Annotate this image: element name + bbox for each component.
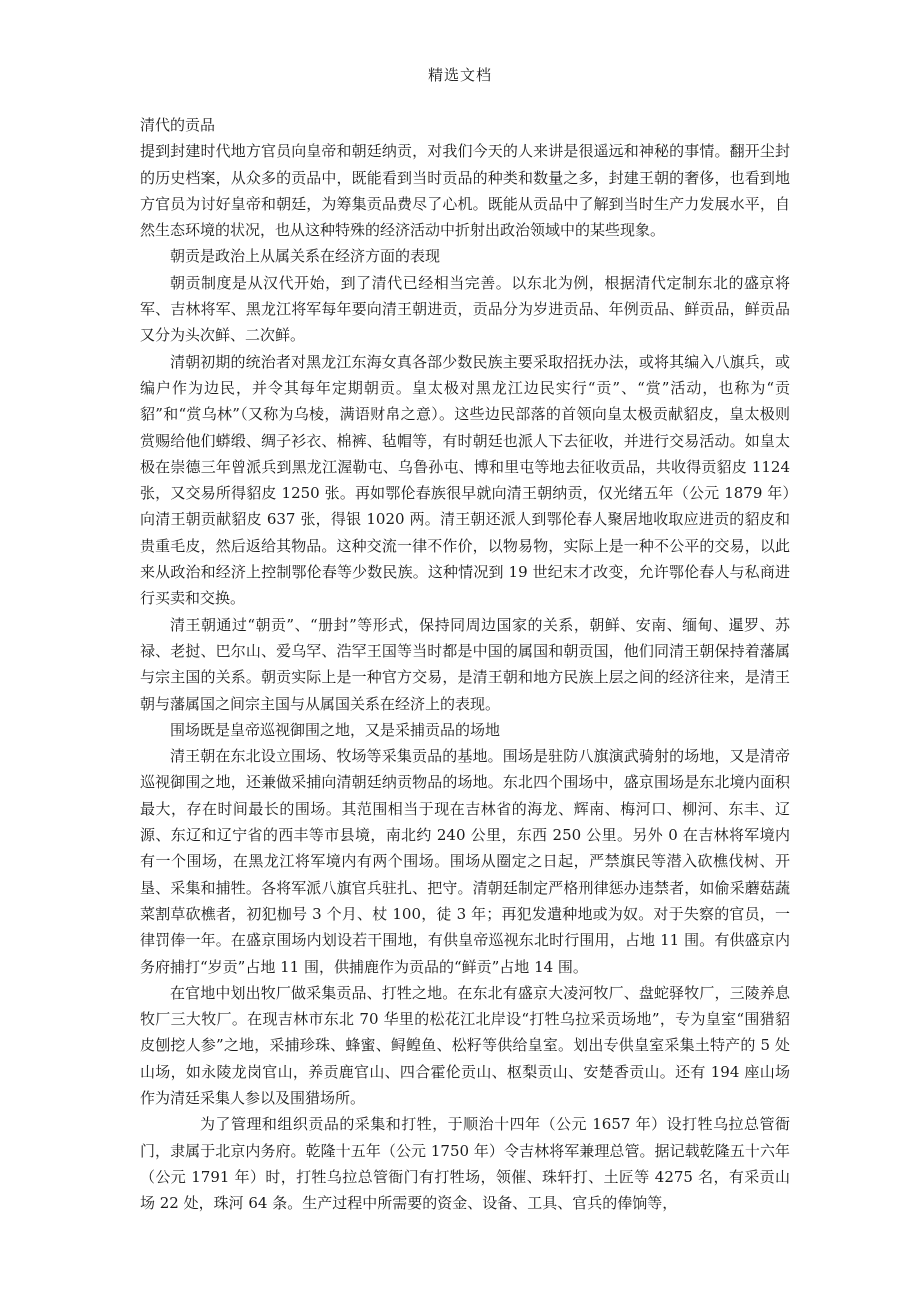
paragraph: 在官地中划出牧厂做采集贡品、打牲之地。在东北有盛京大凌河牧厂、盘蛇驿牧厂，三陵养息牧厂三大牧厂。在现吉林市东北 70 华里的松花江北岸设“打牲乌拉采贡场地”，专为皇室“围猎貂皮刨挖人参”之地，采捕珍珠、蜂蜜、鲟鳇鱼、松籽等供给皇室。划出专供皇室采集土特产的 5 处山场，如永陵龙岗官山，养贡鹿官山、四合霍伦贡山、枢梨贡山、安楚香贡山。还有 194 座山场作为清廷采集人参以及围猎场所。 <box>140 983 790 1107</box>
document-title: 清代的贡品 <box>140 116 216 134</box>
document-body <box>140 112 790 1216</box>
page-header: 精选文档 <box>427 66 492 84</box>
paragraph: 朝贡制度是从汉代开始，到了清代已经相当完善。以东北为例，根据清代定制东北的盛京将军、吉林将军、黑龙江将军每年要向清王朝进贡，贡品分为岁进贡品、年例贡品、鲜贡品，鲜贡品又分为头次鲜、二次鲜。 <box>140 273 790 345</box>
paragraph: 为了管理和组织贡品的采集和打牲，于顺治十四年（公元 1657 年）设打牲乌拉总管衙门，隶属于北京内务府。乾隆十五年（公元 1750 年）令吉林将军兼理总管。据记载乾隆五十六年（公元 1791 年）时，打牲乌拉总管衙门有打牲场，领催、珠轩打、土匠等 4275 名，有采贡山场 22 处，珠河 64 条。生产过程中所需要的资金、设备、工具、官兵的俸饷等， <box>140 1115 790 1213</box>
intro-paragraph: 提到封建时代地方官员向皇帝和朝廷纳贡，对我们今天的人来讲是很遥远和神秘的事情。翻开尘封的历史档案，从众多的贡品中，既能看到当时贡品的种类和数量之多，封建王朝的奢侈，也看到地方官员为讨好皇帝和朝廷，为筹集贡品费尽了心机。既能从贡品中了解到当时生产力发展水平，自然生态环境的状况，也从这种特殊的经济活动中折射出政治领域中的某些现象。 <box>140 142 790 240</box>
section-heading-tribute-politics: 朝贡是政治上从属关系在经济方面的表现 <box>170 247 441 266</box>
section-heading-hunting-grounds: 围场既是皇帝巡视御围之地，又是采捕贡品的场地 <box>170 720 501 739</box>
paragraph: 清王朝在东北设立围场、牧场等采集贡品的基地。围场是驻防八旗演武骑射的场地，又是清帝巡视御围之地，还兼做采捕向清朝廷纳贡物品的场地。东北四个围场中，盛京围场是东北境内面积最大，存在时间最长的围场。其范围相当于现在吉林省的海龙、辉南、梅河口、柳河、东丰、辽源、东辽和辽宁省的西丰等市县境，南北约 240 公里，东西 250 公里。另外 0 在吉林将军境内有一个围场，在黑龙江将军境内有两个围场。围场从圈定之日起，严禁旗民等潜入砍樵伐树、开垦、采集和捕牲。各将军派八旗官兵驻扎、把守。清朝廷制定严格刑律惩办违禁者，如偷采蘑菇蔬菜割草砍樵者，初犯枷号 3 个月、杖 100，徒 3 年；再犯发遣种地或为奴。对于失察的官员，一律罚俸一年。在盛京围场内划设若干围地，有供皇帝巡视东北时行围用，占地 11 围。有供盛京内务府捕打“岁贡”占地 11 围，供捕鹿作为贡品的“鲜贡”占地 14 围。 <box>140 747 790 976</box>
paragraph: 清王朝通过“朝贡”、“册封”等形式，保持同周边国家的关系，朝鲜、安南、缅甸、暹罗、苏禄、老挝、巴尔山、爱乌罕、浩罕王国等当时都是中国的属国和朝贡国，他们同清王朝保持着藩属与宗主国的关系。朝贡实际上是一种官方交易，是清王朝和地方民族上层之间的经济往来，是清王朝与藩属国之间宗主国与从属国关系在经济上的表现。 <box>140 615 790 713</box>
paragraph: 清朝初期的统治者对黑龙江东海女真各部少数民族主要采取招抚办法，或将其编入八旗兵，或编户作为边民，并令其每年定期朝贡。皇太极对黑龙江边民实行“贡”、“赏”活动，也称为“贡貂”和“赏乌林”（又称为乌棱，满语财帛之意）。这些边民部落的首领向皇太极贡献貂皮，皇太极则赏赐给他们蟒缎、绸子衫衣、棉裤、毡帽等，有时朝廷也派人下去征收，并进行交易活动。如皇太极在崇德三年曾派兵到黑龙江渥勒屯、乌鲁孙屯、博和里屯等地去征收贡品，共收得贡貂皮 1124 张，又交易所得貂皮 1250 张。再如鄂伦春族很早就向清王朝纳贡，仅光绪五年（公元 1879 年）向清王朝贡献貂皮 637 张，得银 1020 两。清王朝还派人到鄂伦春人聚居地收取应进贡的貂皮和贵重毛皮，然后返给其物品。这种交流一律不作价，以物易物，实际上是一种不公平的交易，以此来从政治和经济上控制鄂伦春等少数民族。这种情况到 19 世纪末才改变，允许鄂伦春人与私商进行买卖和交换。 <box>140 352 790 608</box>
